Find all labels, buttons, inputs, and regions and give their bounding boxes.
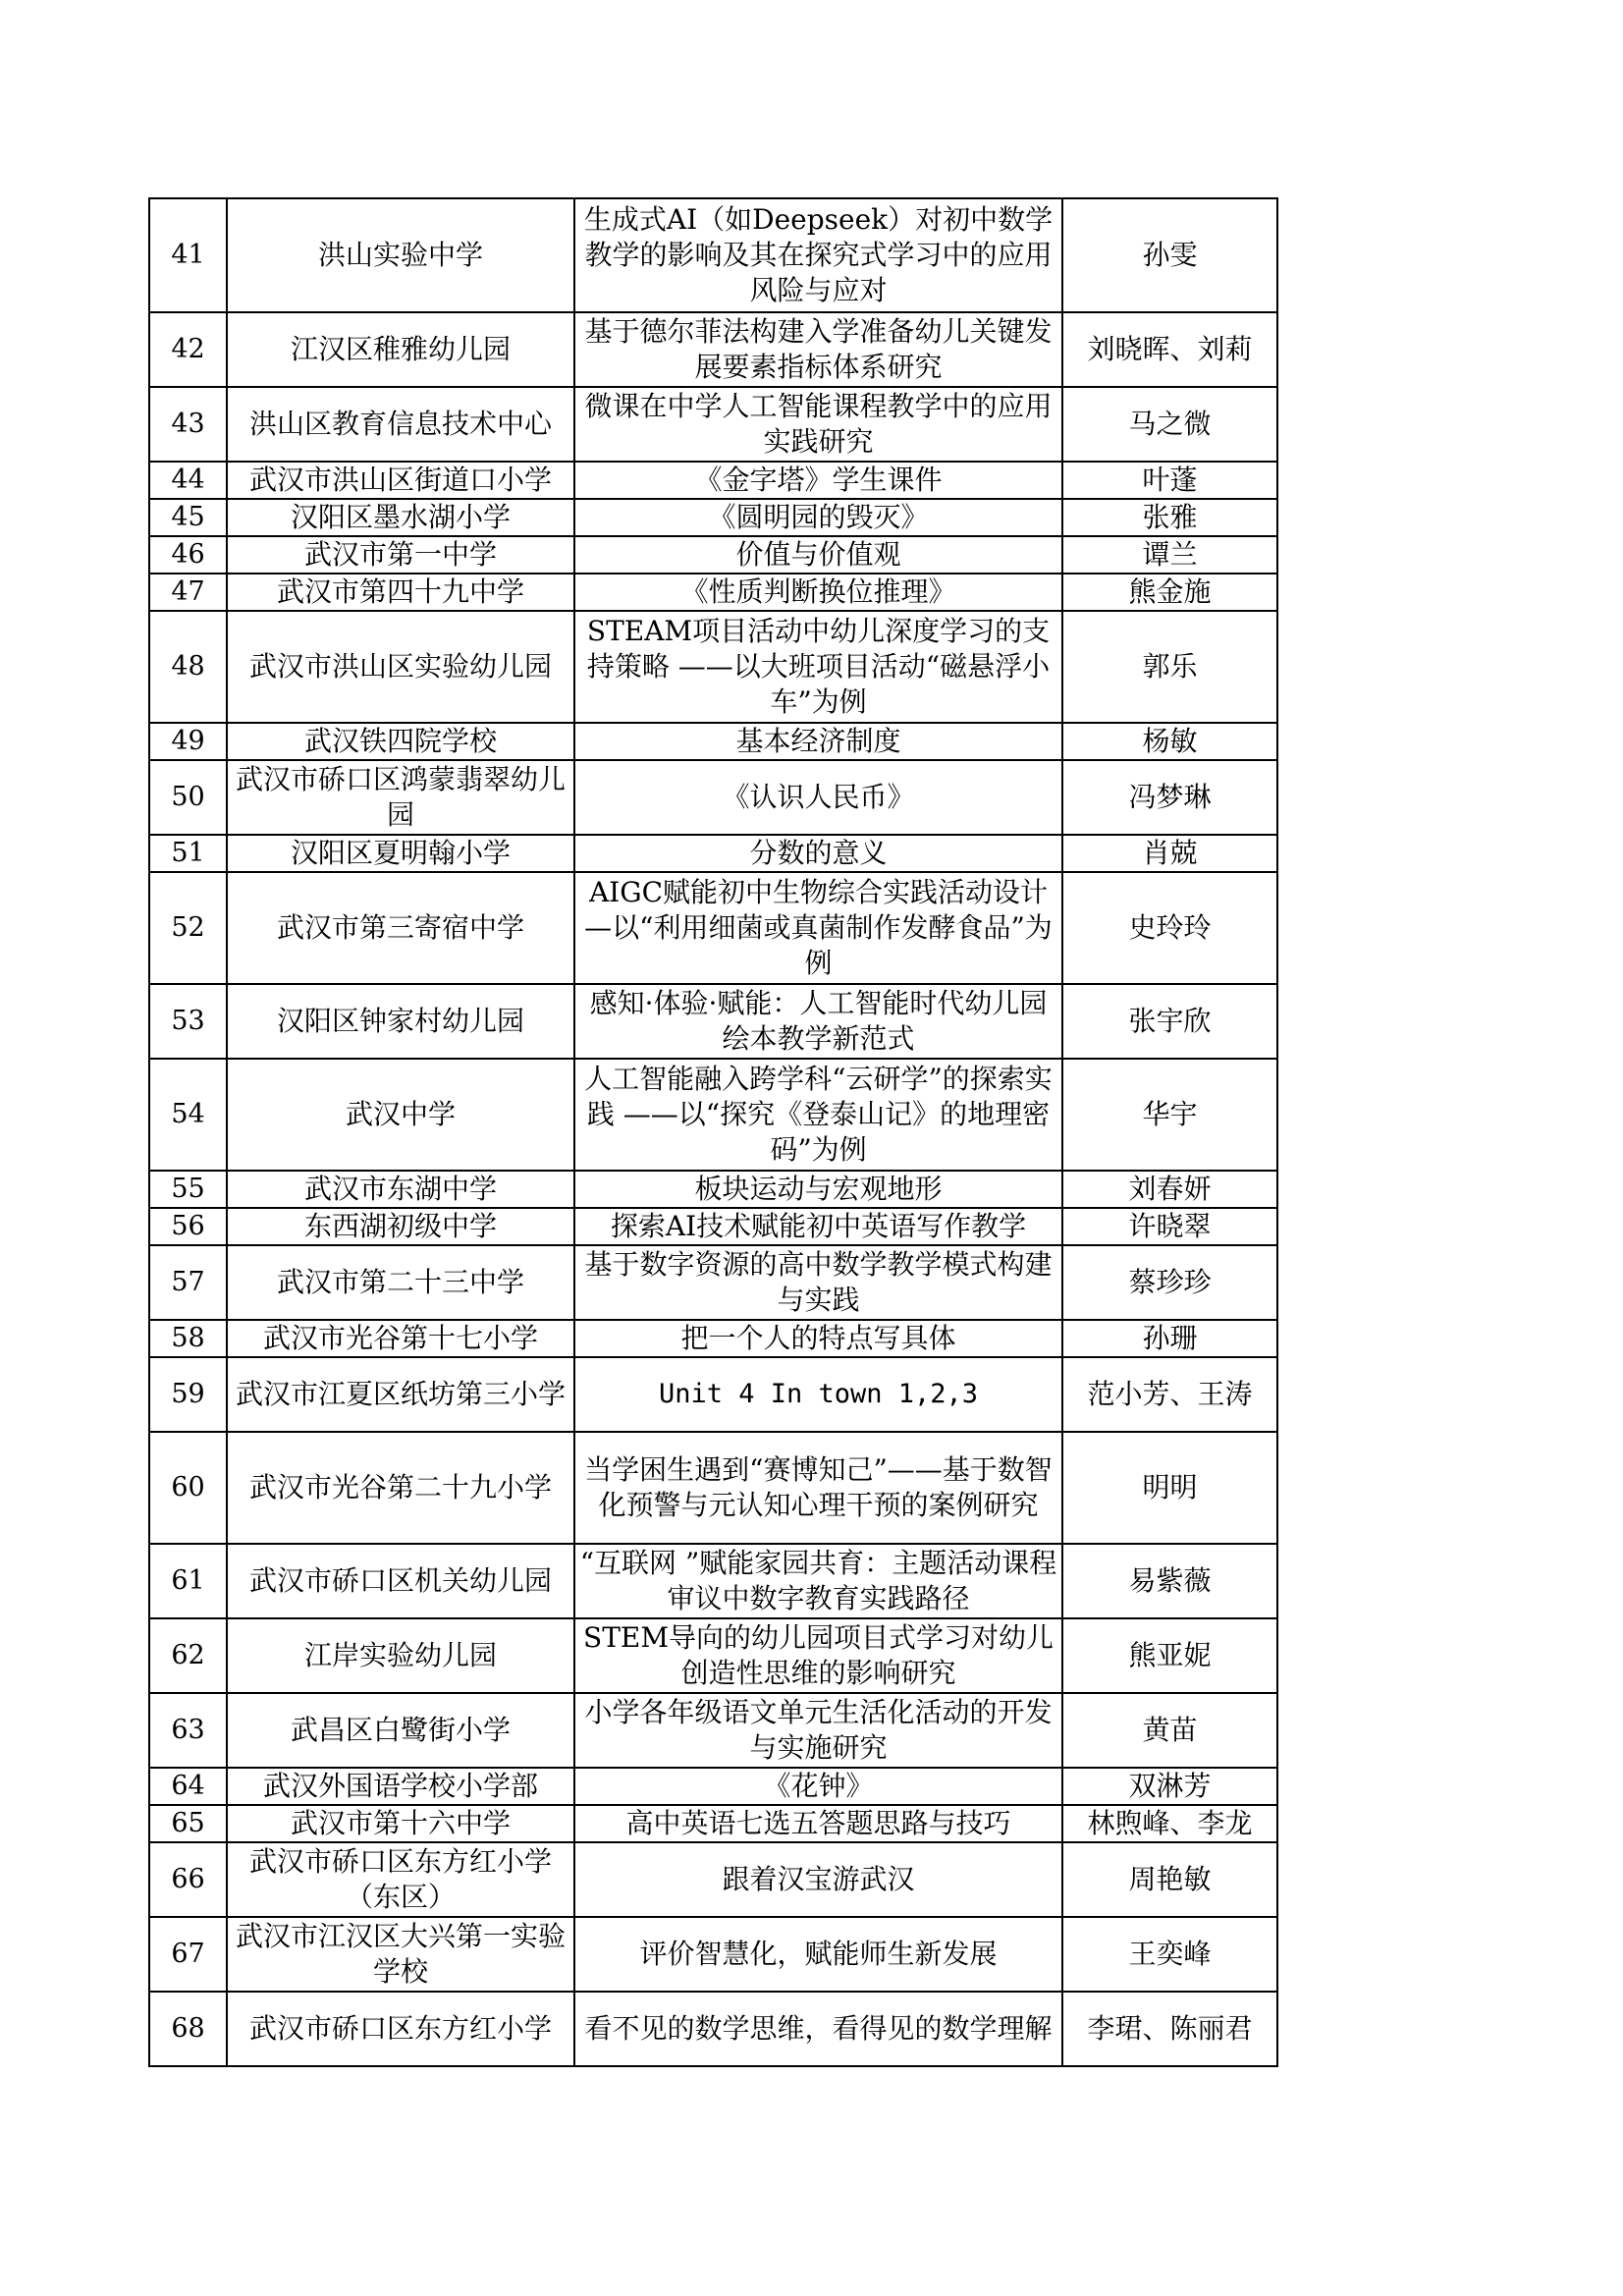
school-name: 江汉区稚雅幼儿园 <box>227 312 574 387</box>
table-row <box>149 1059 1277 1171</box>
author-name: 范小芳、王涛 <box>1062 1357 1277 1432</box>
work-title: 当学困生遇到“赛博知己”——基于数智化预警与元认知心理干预的案例研究 <box>574 1432 1062 1544</box>
author-name: 孙珊 <box>1062 1320 1277 1357</box>
school-name: 武汉市洪山区实验幼儿园 <box>227 611 574 723</box>
school-name: 东西湖初级中学 <box>227 1208 574 1245</box>
row-number: 67 <box>149 1917 227 1992</box>
author-name: 李珺、陈丽君 <box>1062 1992 1277 2066</box>
row-number: 59 <box>149 1357 227 1432</box>
row-number: 45 <box>149 499 227 536</box>
table-row <box>149 611 1277 723</box>
work-title: 人工智能融入跨学科“云研学”的探索实践 ——以“探究《登泰山记》的地理密码”为例 <box>574 1059 1062 1171</box>
author-name: 谭兰 <box>1062 536 1277 574</box>
work-title: 价值与价值观 <box>574 536 1062 574</box>
work-title: 生成式AI（如Deepseek）对初中数学教学的影响及其在探究式学习中的应用风险与应对 <box>574 198 1062 312</box>
school-name: 江岸实验幼儿园 <box>227 1618 574 1693</box>
table-row <box>149 536 1277 574</box>
school-name: 武汉市第四十九中学 <box>227 574 574 611</box>
table-row <box>149 1171 1277 1208</box>
table-row <box>149 1320 1277 1357</box>
row-number: 47 <box>149 574 227 611</box>
work-title: 《认识人民币》 <box>574 760 1062 835</box>
author-name: 双淋芳 <box>1062 1768 1277 1805</box>
work-title: 跟着汉宝游武汉 <box>574 1842 1062 1917</box>
table-row <box>149 1432 1277 1544</box>
row-number: 41 <box>149 198 227 312</box>
table-row <box>149 574 1277 611</box>
work-title: 分数的意义 <box>574 835 1062 872</box>
school-name: 武汉市光谷第二十九小学 <box>227 1432 574 1544</box>
school-name: 汉阳区钟家村幼儿园 <box>227 984 574 1059</box>
table-row <box>149 1693 1277 1768</box>
school-name: 武汉市第三寄宿中学 <box>227 872 574 984</box>
table-row <box>149 499 1277 536</box>
row-number: 58 <box>149 1320 227 1357</box>
author-name: 叶蓬 <box>1062 462 1277 499</box>
school-name: 汉阳区墨水湖小学 <box>227 499 574 536</box>
school-name: 武汉中学 <box>227 1059 574 1171</box>
work-title: Unit 4 In town 1,2,3 <box>574 1357 1062 1432</box>
school-name: 武汉外国语学校小学部 <box>227 1768 574 1805</box>
work-title: 小学各年级语文单元生活化活动的开发与实施研究 <box>574 1693 1062 1768</box>
work-title: 把一个人的特点写具体 <box>574 1320 1062 1357</box>
work-title: AIGC赋能初中生物综合实践活动设计—以“利用细菌或真菌制作发酵食品”为例 <box>574 872 1062 984</box>
work-title: STEAM项目活动中幼儿深度学习的支持策略 ——以大班项目活动“磁悬浮小车”为例 <box>574 611 1062 723</box>
work-title: 基于德尔菲法构建入学准备幼儿关键发展要素指标体系研究 <box>574 312 1062 387</box>
school-name: 汉阳区夏明翰小学 <box>227 835 574 872</box>
table-row <box>149 1917 1277 1992</box>
school-name: 武汉市硚口区机关幼儿园 <box>227 1544 574 1618</box>
table-row <box>149 1544 1277 1618</box>
row-number: 49 <box>149 723 227 760</box>
school-name: 武汉市硚口区东方红小学 <box>227 1992 574 2066</box>
author-name: 林煦峰、李龙 <box>1062 1805 1277 1842</box>
row-number: 60 <box>149 1432 227 1544</box>
work-title: 基本经济制度 <box>574 723 1062 760</box>
table-body <box>149 198 1277 2066</box>
work-title: 《花钟》 <box>574 1768 1062 1805</box>
table-row <box>149 387 1277 462</box>
row-number: 66 <box>149 1842 227 1917</box>
author-name: 易紫薇 <box>1062 1544 1277 1618</box>
table-row <box>149 835 1277 872</box>
table-row <box>149 760 1277 835</box>
school-name: 洪山区教育信息技术中心 <box>227 387 574 462</box>
author-name: 刘春妍 <box>1062 1171 1277 1208</box>
author-name: 周艳敏 <box>1062 1842 1277 1917</box>
row-number: 68 <box>149 1992 227 2066</box>
school-name: 武汉铁四院学校 <box>227 723 574 760</box>
school-name: 武汉市第一中学 <box>227 536 574 574</box>
work-title: 看不见的数学思维，看得见的数学理解 <box>574 1992 1062 2066</box>
row-number: 64 <box>149 1768 227 1805</box>
row-number: 54 <box>149 1059 227 1171</box>
row-number: 51 <box>149 835 227 872</box>
author-name: 郭乐 <box>1062 611 1277 723</box>
row-number: 43 <box>149 387 227 462</box>
table-row <box>149 1842 1277 1917</box>
row-number: 56 <box>149 1208 227 1245</box>
school-name: 武汉市洪山区街道口小学 <box>227 462 574 499</box>
school-name: 武汉市第十六中学 <box>227 1805 574 1842</box>
school-name: 洪山实验中学 <box>227 198 574 312</box>
work-title: 《金字塔》学生课件 <box>574 462 1062 499</box>
author-name: 明明 <box>1062 1432 1277 1544</box>
table-row <box>149 312 1277 387</box>
author-name: 刘晓晖、刘莉 <box>1062 312 1277 387</box>
author-name: 许晓翠 <box>1062 1208 1277 1245</box>
school-name: 武汉市江夏区纸坊第三小学 <box>227 1357 574 1432</box>
row-number: 46 <box>149 536 227 574</box>
school-name: 武昌区白鹭街小学 <box>227 1693 574 1768</box>
work-title: STEM导向的幼儿园项目式学习对幼儿创造性思维的影响研究 <box>574 1618 1062 1693</box>
table-row <box>149 984 1277 1059</box>
table-row <box>149 1618 1277 1693</box>
row-number: 61 <box>149 1544 227 1618</box>
table-row <box>149 872 1277 984</box>
author-name: 黄苗 <box>1062 1693 1277 1768</box>
row-number: 42 <box>149 312 227 387</box>
school-name: 武汉市第二十三中学 <box>227 1245 574 1320</box>
table-row <box>149 1357 1277 1432</box>
table-row <box>149 462 1277 499</box>
row-number: 57 <box>149 1245 227 1320</box>
school-name: 武汉市硚口区东方红小学（东区） <box>227 1842 574 1917</box>
work-title: 板块运动与宏观地形 <box>574 1171 1062 1208</box>
school-name: 武汉市东湖中学 <box>227 1171 574 1208</box>
author-name: 王奕峰 <box>1062 1917 1277 1992</box>
author-name: 肖兢 <box>1062 835 1277 872</box>
author-name: 冯梦琳 <box>1062 760 1277 835</box>
row-number: 62 <box>149 1618 227 1693</box>
author-name: 张宇欣 <box>1062 984 1277 1059</box>
row-number: 50 <box>149 760 227 835</box>
school-name: 武汉市光谷第十七小学 <box>227 1320 574 1357</box>
school-name: 武汉市江汉区大兴第一实验学校 <box>227 1917 574 1992</box>
school-name: 武汉市硚口区鸿蒙翡翠幼儿园 <box>227 760 574 835</box>
table-row <box>149 198 1277 312</box>
work-title: 《性质判断换位推理》 <box>574 574 1062 611</box>
table-row <box>149 1208 1277 1245</box>
award-list-table <box>148 197 1278 2067</box>
table-row <box>149 1245 1277 1320</box>
work-title: 微课在中学人工智能课程教学中的应用实践研究 <box>574 387 1062 462</box>
work-title: 高中英语七选五答题思路与技巧 <box>574 1805 1062 1842</box>
author-name: 杨敏 <box>1062 723 1277 760</box>
table-row <box>149 1805 1277 1842</box>
work-title: 探索AI技术赋能初中英语写作教学 <box>574 1208 1062 1245</box>
row-number: 55 <box>149 1171 227 1208</box>
row-number: 63 <box>149 1693 227 1768</box>
author-name: 史玲玲 <box>1062 872 1277 984</box>
row-number: 53 <box>149 984 227 1059</box>
author-name: 马之微 <box>1062 387 1277 462</box>
row-number: 44 <box>149 462 227 499</box>
author-name: 张雅 <box>1062 499 1277 536</box>
work-title: 基于数字资源的高中数学教学模式构建与实践 <box>574 1245 1062 1320</box>
table-row <box>149 1768 1277 1805</box>
work-title: “互联网 ”赋能家园共育：主题活动课程审议中数字教育实践路径 <box>574 1544 1062 1618</box>
author-name: 蔡珍珍 <box>1062 1245 1277 1320</box>
row-number: 52 <box>149 872 227 984</box>
author-name: 熊金施 <box>1062 574 1277 611</box>
author-name: 熊亚妮 <box>1062 1618 1277 1693</box>
row-number: 48 <box>149 611 227 723</box>
row-number: 65 <box>149 1805 227 1842</box>
author-name: 华宇 <box>1062 1059 1277 1171</box>
work-title: 感知·体验·赋能：人工智能时代幼儿园绘本教学新范式 <box>574 984 1062 1059</box>
work-title: 评价智慧化，赋能师生新发展 <box>574 1917 1062 1992</box>
table-row <box>149 723 1277 760</box>
author-name: 孙雯 <box>1062 198 1277 312</box>
table-row <box>149 1992 1277 2066</box>
work-title: 《圆明园的毁灭》 <box>574 499 1062 536</box>
